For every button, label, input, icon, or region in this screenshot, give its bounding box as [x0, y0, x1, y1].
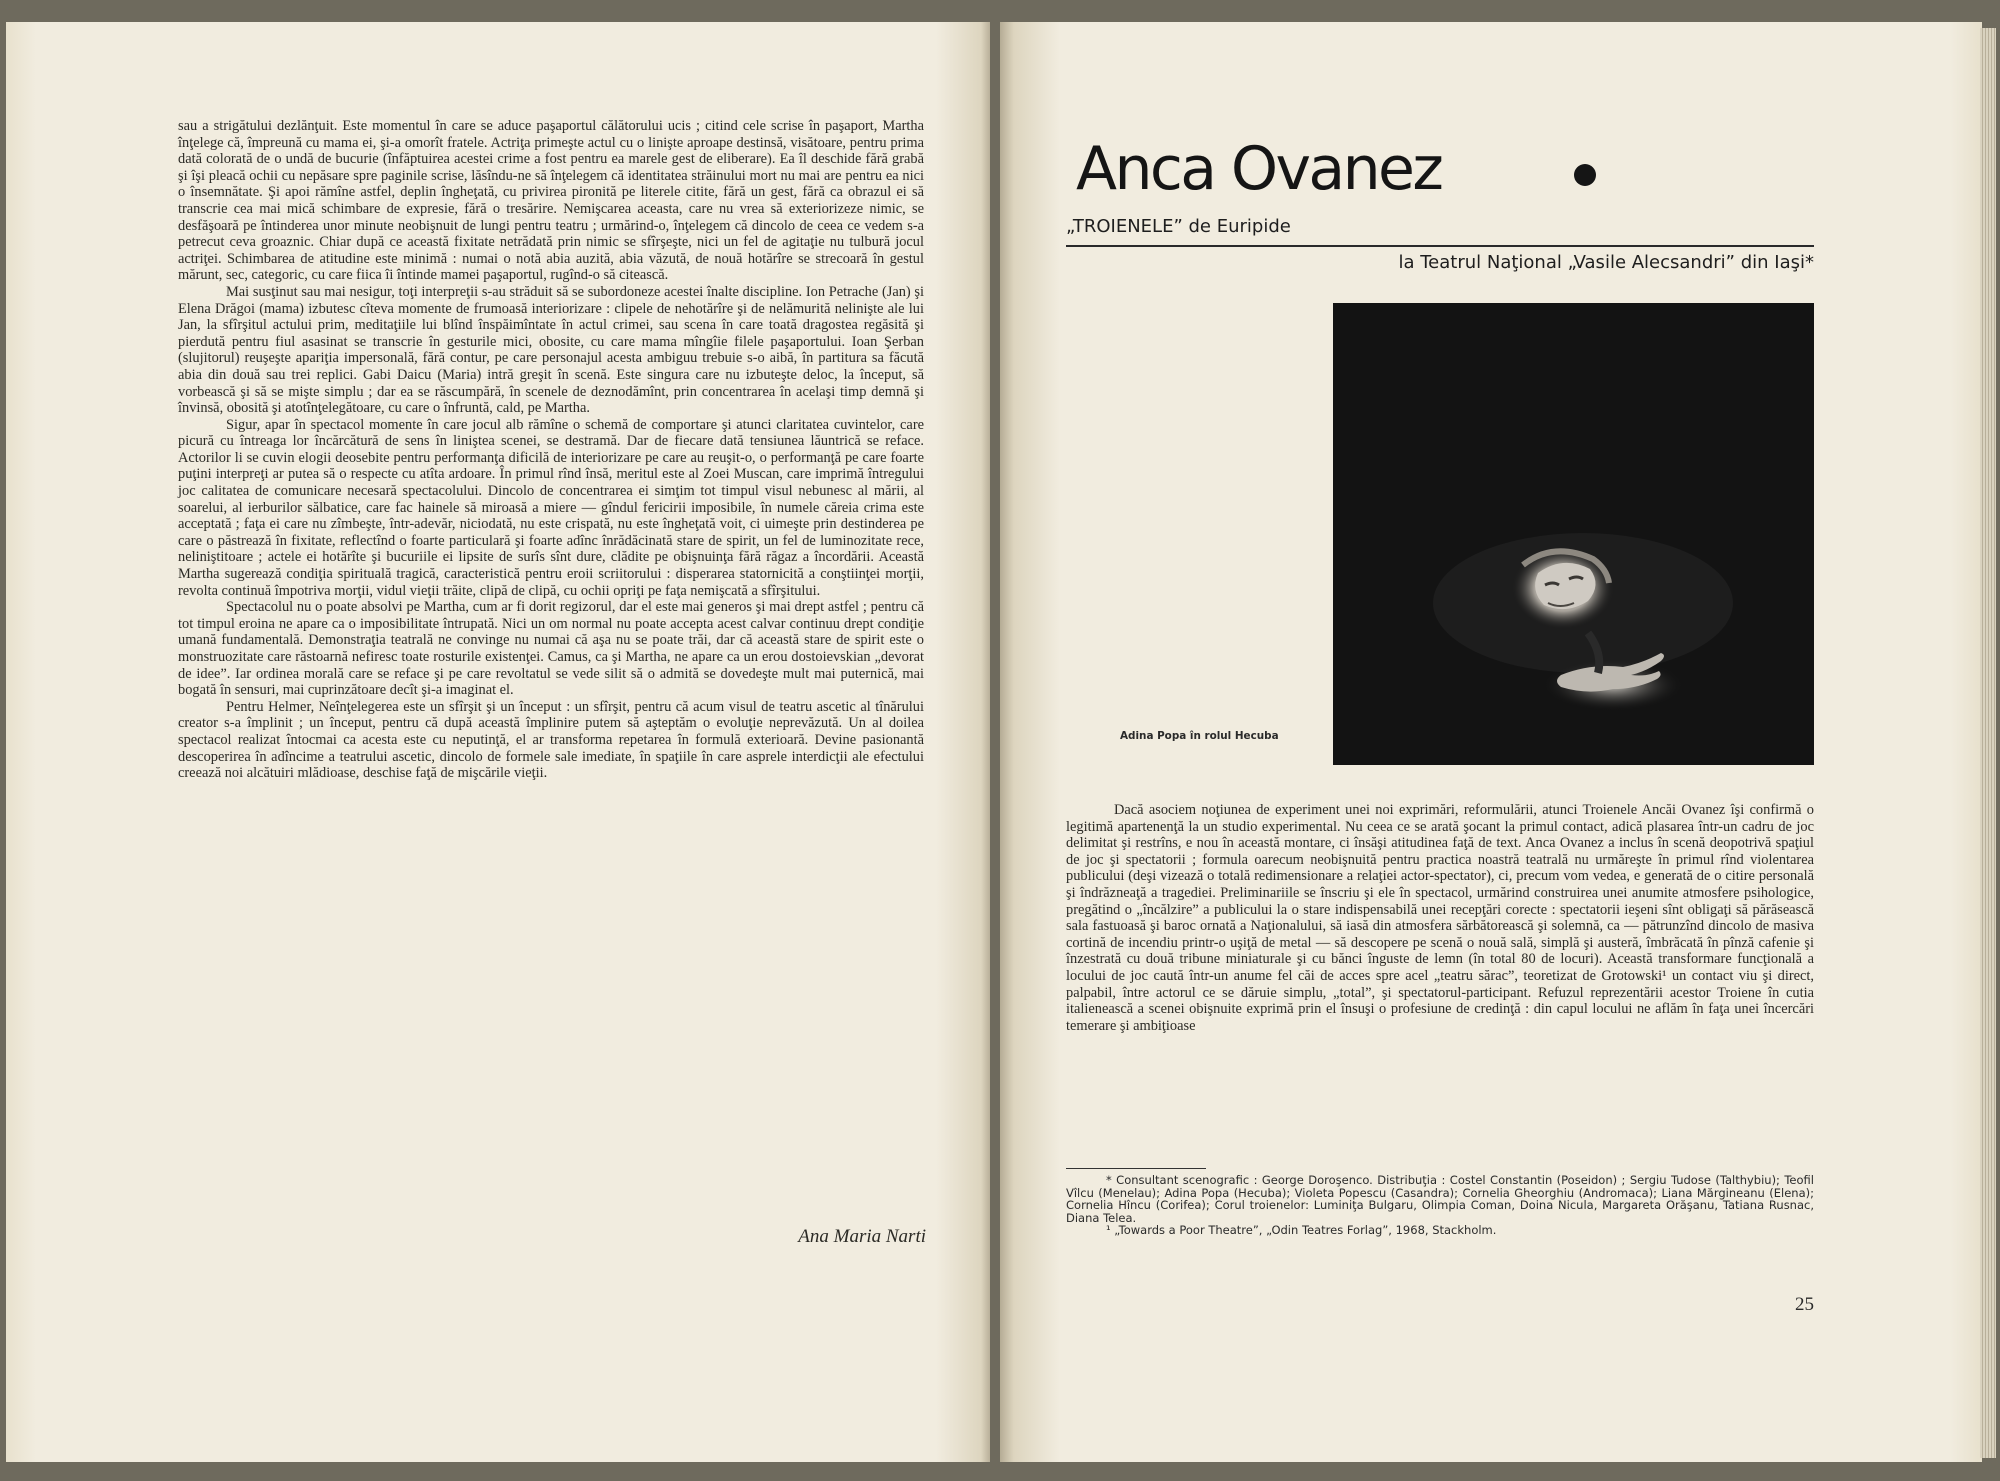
article-title: Anca Ovanez — [1076, 134, 1442, 204]
right-article-body — [1066, 802, 1814, 1034]
paragraph: Sigur, apar în spectacol momente în care jocul alb rămîne o schemă de comportare şi atunci claritatea cuvintelor, care picură cu întreaga lor încărcătură de sens în liniştea scenei, se destramă. Dar de fiecare dată tensiunea lăuntrică se reface. Actorilor li se cuvin elogii deosebite pentru performanţa dificilă de interiorizare pe care au reuşit-o, o performanţă pe care foarte puţini interpreţi ar putea să o respecte cu atîta ardoare. În primul rînd însă, meritul este al Zoei Muscan, care imprimă întregului joc calitatea de comunicare necesară spectacolului. Dincolo de concentrarea ei simţim tot timpul visul nebunesc al mării, al soarelui, al ierburilor sălbatice, care fac hainele să miroasă a miere — gîndul fericirii imposibile, în numele căreia crima este acceptată ; faţa ei care nu zîmbeşte, într-adevăr, niciodată, nu este crispată, nu este îngheţată voit, ci uimeşte prin destinderea pe care o păstrează în fixitate, reflectînd o foarte particulară şi foarte adînc înrădăcinată stare de spirit, un fel de luminozitate rece, neliniştitoare ; actele ei hotărîte şi bucuriile ei lipsite de surîs sînt dure, clădite pe obişnuinţa fără răgaz a încordării. Această Martha sugerează condiţia spirituală tragică, caracteristică pentru eroii scriitorului : disperarea statornicită a conştiinţei morţii, revolta continuă împotriva morţii, vidul vieţii trăite, clipă de clipă, cu ochii opriţi pe faţa nemişcată a sfîrşitului. — [178, 416, 924, 599]
paragraph: Spectacolul nu o poate absolvi pe Martha, cum ar fi dorit regizorul, dar el este mai generos şi mai drept astfel ; pentru că tot timpul eroina ne apare ca o imposibilitate întrupată. Nici un om normal nu poate accepta acest calvar continuu drept condiţie umană fundamentală. Demonstraţia teatrală ne convinge nu numai că aşa nu se poate trăi, dar că această stare de spirit este o monstruozitate care răstoarnă nefiresc toate rosturile existenţei. Camus, ca şi Martha, ne apare ca un erou dostoievskian „devorat de idee”. Iar ordinea morală care se reface şi pe care revoltatul se vede silit să o admită se dovedeşte mult mai puternică, mai bogată în sensuri, mai cuprinzătoare decît şi-a imaginat el. — [178, 599, 924, 699]
photo-caption: Adina Popa în rolul Hecuba — [1120, 730, 1279, 742]
footnote-rule — [1066, 1168, 1206, 1169]
paragraph: Pentru Helmer, Neînţelegerea este un sfîrşit şi un început : un sfîrşit, pentru că acum visul de teatru ascetic al tînărului creator s-a împlinit ; un început, pentru că după această împlinire putem să aşteptăm o evoluţie neprevăzută. Un al doilea spectacol realizat întocmai ca acesta este cu neputinţă, el ar transforma repetarea în formulă exterioară. Devine pasionantă descoperirea în adîncime a teatrului ascetic, dincolo de formele sale imediate, în spaţiile în care asprele interdicţii ale efectului creează noi alcătuiri mlădioase, deschise faţă de mişcările vieţii. — [178, 698, 924, 782]
footnotes — [1066, 1174, 1814, 1237]
page-edges — [1980, 28, 1996, 1458]
magazine-spread — [0, 8, 2000, 1473]
title-rule — [1066, 245, 1814, 247]
footnote: ¹ „Towards a Poor Theatre”, „Odin Teatres Forlag”, 1968, Stackholm. — [1106, 1223, 1497, 1238]
author-signature: Ana Maria Narti — [798, 1226, 926, 1247]
left-article-body — [178, 118, 924, 782]
footnote: * Consultant scenografic : George Doroşenco. Distribuţia : Costel Constantin (Poseidon) ; Sergiu Tudose (Talthybiu); Teofil Vîlcu (Menelau); Adina Popa (Hecuba); Violeta Popescu (Casandra); Cornelia Gheorghiu (Andromaca); Liana Mărgineanu (Elena); Cornelia Hîncu (Corifea); Corul troienelor: Luminiţa Bulgaru, Olimpia Coman, Doina Nicula, Margareta Orăşanu, Tatiana Rusnac, Diana Telea. — [1066, 1173, 1814, 1225]
article-subtitle: „TROIENELE” de Euripide — [1066, 216, 1291, 237]
paragraph: Mai susţinut sau mai nesigur, toţi interpreţii s-au străduit să se subordoneze acestei înalte discipline. Ion Petrache (Jan) şi Elena Drăgoi (mama) izbutesc cîteva momente de frumoasă interiorizare : clipele de nehotărîre şi de nelămurită nelinişte ale lui Jan, la sfîrşitul actului prim, meditaţiile lui blînd înspăimîntate în actul crimei, sau scena în care toată dragostea regăsită şi pierdută pentru fiul asasinat se transcrie în gesturile mici, obosite, cu care mama mîngîie filele paşaportului. Ioan Şerban (slujitorul) reuşeşte apariţia impersonală, fără contur, pe care personajul acesta ambiguu trebuie s-o aibă, în partitura sa făcută abia din două sau trei replici. Gabi Daicu (Maria) intră greşit în scenă. Este singura care nu izbuteşte deloc, la început, să vorbească şi să se mişte simplu ; dar ea se răscumpără, în scenele de deznodămînt, prin concentrarea în acelaşi timp demnă şi învinsă, obosită şi atotînţelegătoare, cu care o înfruntă, cald, pe Martha. — [178, 283, 924, 417]
page-number: 25 — [1795, 1294, 1814, 1315]
production-photo — [1333, 303, 1814, 765]
paragraph: Dacă asociem noţiunea de experiment unei noi exprimări, reformulării, atunci Troienele Ancăi Ovanez îşi confirmă o legitimă apartenenţă la un studio experimental. Nu ceea ce se arată şocant la primul contact, adică plasarea într-un cadru de joc delimitat şi restrîns, e nou în această montare, ci însăşi atitudinea faţă de text. Anca Ovanez a inclus în scenă deopotrivă spaţiul de joc şi spectatorii ; formula oarecum neobişnuită pentru practica noastră teatrală nu urmăreşte în primul rînd violentarea publicului (deşi vizează o totală redimensionare a relaţiei actor-spectator), ci, precum vom vedea, e generată de o citire personală şi îndrăzneaţă a tragediei. Preliminariile se înscriu şi ele în spectacol, urmărind construirea unei anumite atmosfere psihologice, pregătind o „încălzire” a publicului la o stare indispensabilă unei recepţări corecte : spectatorii ieşeni sînt obligaţi să părăsească sala fastuoasă şi baroc ornată a Naţionalului, să iasă din atmosfera sărbătorească şi solemnă, ca — pătrunzînd dincolo de masiva cortină de incendiu printr-o uşiţă de metal — să descopere pe scenă o nouă sală, simplă şi austeră, îmbrăcată în pînză cafenie şi înzestrată cu două tribune miniaturale şi cu bănci înguste de lemn (în total 80 de locuri). Această transformare funcţională a locului de joc caută într-un anume fel căi de acces spre acel „teatru sărac”, teoretizat de Grotowski¹ un contact viu şi direct, palpabil, între actorul ce se dăruie simplu, „total”, şi spectatorul-participant. Refuzul reprezentării acestor Troiene în cutia italienească a scenei obişnuite exprimă prin el însuşi o profesiune de credinţă : din capul locului ne aflăm în faţa unei încercări temerare şi ambiţioase — [1066, 802, 1814, 1034]
title-bullet-icon — [1574, 164, 1596, 186]
article-venue: la Teatrul Naţional „Vasile Alecsandri” din Iaşi* — [1398, 252, 1814, 273]
paragraph: sau a strigătului dezlănţuit. Este momentul în care se aduce paşaportul călătorului ucis ; citind cele scrise în paşaport, Martha înţelege că, împreună cu mama ei, şi-a omorît fratele. Actriţa primeşte actul cu o linişte aproape destinsă, visătoare, pentru prima dată colorată de o undă de bucurie (înfăptuirea acestei crime a fost pentru ea marele gest de eliberare). Ea îl deschide fără grabă şi îşi pleacă ochii cu nepăsare spre paginile scrise, lăsîndu-ne să înţelegem că identitatea străinului mort nu mai are pentru ea nici o însemnătate. Şi apoi rămîne astfel, deplin îngheţată, cu privirea pironită pe literele citite, fără un gest, fără ca obrazul ei să transcrie cea mai mică schimbare de expresie, fără o tresărire. Nemişcarea aceasta, care nu vrea să exteriorizeze nimic, se desfăşoară pe întinderea unor minute neobişnuit de lungi pentru teatru ; urmărind-o, înţelegem că dincolo de ceea ce vedem s-a petrecut ceva groaznic. Chiar după ce această fixitate netrădată prin nimic se sfîrşeşte, nici un fel de agitaţie nu tulbură jocul actriţei. Schimbarea de atitudine este minimă : numai o notă abia auzită, abia văzută, de nouă hotărîre se strecoară în gestul mărunt, sec, categoric, cu care fiica îi întinde mamei paşaportul, rugînd-o să citească. — [178, 118, 924, 284]
